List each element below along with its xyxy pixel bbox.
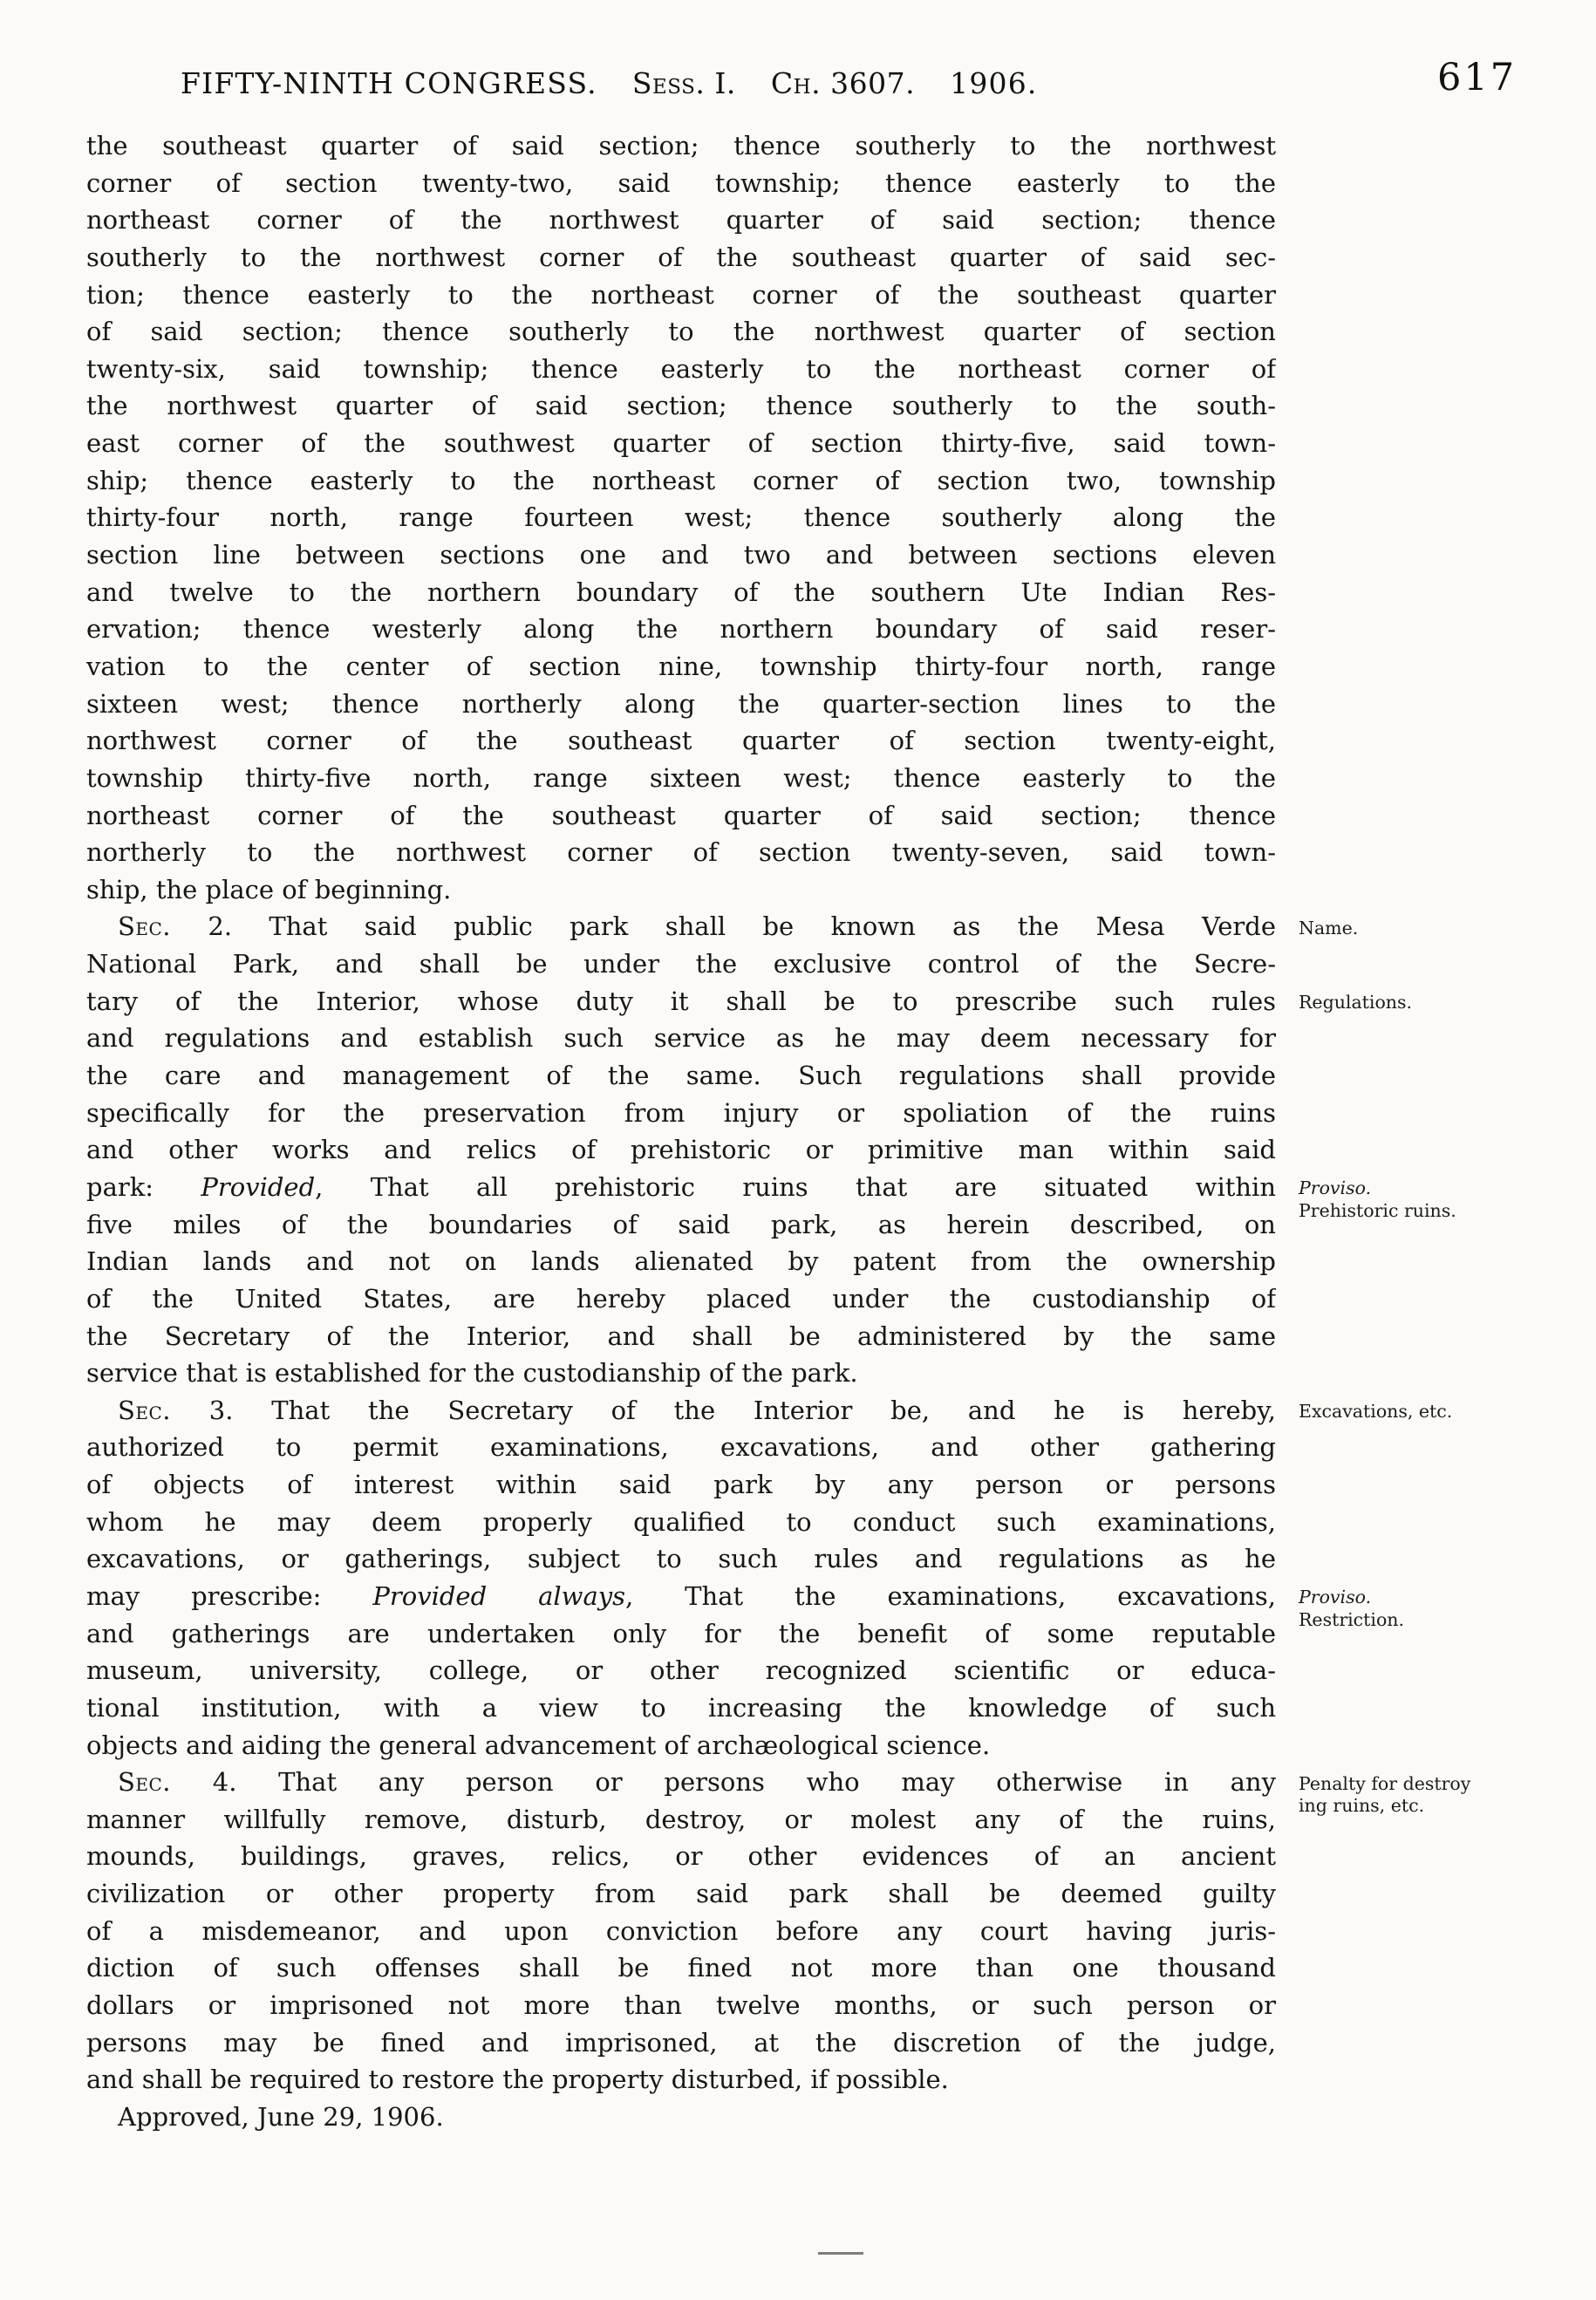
text-segment: Approved, June 29, 1906. <box>118 2101 444 2132</box>
text-segment: northerly to the northwest corner of section twenty-seven, said town- <box>86 837 1276 868</box>
text-line <box>86 1206 1276 1244</box>
margin-note-line: Penalty for destroy <box>1299 1772 1471 1794</box>
text-line <box>86 1764 1276 1801</box>
text-segment: of a misdemeanor, and upon conviction before any court having juris- <box>86 1915 1276 1946</box>
text-line <box>86 1280 1276 1318</box>
text-segment: ship, the place of beginning. <box>86 874 452 904</box>
text-segment: and twelve to the northern boundary of the southern Ute Indian Res- <box>86 577 1276 607</box>
text-segment: persons may be fined and imprisoned, at the discretion of the judge, <box>86 2027 1276 2058</box>
text-segment: National Park, and shall be under the exclusive control of the Secre- <box>86 949 1276 979</box>
scan-mark <box>818 2252 863 2255</box>
margin-note <box>1299 1177 1586 1222</box>
text-line <box>86 1615 1276 1653</box>
text-line <box>86 611 1276 648</box>
text-segment: northeast corner of the southeast quarter of said section; thence <box>86 800 1276 830</box>
margin-note-line: Regulations. <box>1299 991 1413 1013</box>
margin-note <box>1299 1587 1586 1631</box>
text-segment: northeast corner of the northwest quarter of said section; thence <box>86 205 1276 235</box>
text-line <box>86 983 1276 1020</box>
chapter-label: Ch. 3607. <box>770 66 916 100</box>
text-segment: 2. That said public park shall be known as the Mesa Verde <box>171 911 1276 942</box>
text-segment: tary of the Interior, whose duty it shall be to prescribe such rules <box>86 986 1276 1016</box>
margin-note <box>1299 1773 1586 1818</box>
text-segment: 3. That the Secretary of the Interior be, and he is hereby, <box>171 1395 1276 1425</box>
text-line <box>86 1057 1276 1095</box>
text-line <box>86 722 1276 760</box>
margin-note-line: Proviso. <box>1299 1177 1372 1199</box>
text-segment: , That the examinations, excavations, <box>625 1580 1276 1611</box>
italic-text: Provided <box>201 1171 316 1202</box>
text-line <box>86 2024 1276 2062</box>
text-line <box>86 1801 1276 1839</box>
text-segment: ship; thence easterly to the northeast corner of section two, township <box>86 465 1276 495</box>
text-line <box>86 239 1276 276</box>
text-segment: thirty-four north, range fourteen west; thence southerly along the <box>86 502 1276 533</box>
text-line <box>86 351 1276 388</box>
text-segment: southerly to the northwest corner of the southeast quarter of said sec- <box>86 242 1276 272</box>
text-line <box>86 1540 1276 1578</box>
text-line <box>86 1949 1276 1987</box>
margin-note <box>1299 1401 1586 1423</box>
text-line <box>86 574 1276 611</box>
text-line <box>86 945 1276 983</box>
text-segment: tion; thence easterly to the northeast corner of the southeast quarter <box>86 279 1276 310</box>
page-number: 617 <box>1437 56 1518 99</box>
text-segment: the northwest quarter of said section; thence southerly to the south- <box>86 391 1276 421</box>
text-line <box>86 834 1276 871</box>
text-line <box>86 462 1276 500</box>
text-line <box>86 1727 1276 1764</box>
text-line <box>86 1504 1276 1541</box>
text-line <box>86 1169 1276 1206</box>
text-segment: vation to the center of section nine, township thirty-four north, range <box>86 651 1276 681</box>
text-line <box>86 1875 1276 1913</box>
text-line <box>86 1355 1276 1392</box>
text-segment: of the United States, are hereby placed under the custodianship of <box>86 1283 1276 1314</box>
text-segment: , That all prehistoric ruins that are situated within <box>315 1171 1276 1202</box>
italic-text: Provided always <box>372 1580 626 1611</box>
text-segment: objects and aiding the general advancement of archæological science. <box>86 1730 991 1760</box>
text-segment: diction of such offenses shall be fined not more than one thousand <box>86 1953 1276 1983</box>
text-segment: northwest corner of the southeast quarter of section twenty-eight, <box>86 726 1276 756</box>
section-label: Sec. <box>118 1767 171 1798</box>
text-segment: dollars or imprisoned not more than twelve months, or such person or <box>86 1990 1276 2021</box>
year-label: 1906. <box>950 66 1038 100</box>
text-segment: museum, university, college, or other recognized scientific or educa- <box>86 1655 1276 1686</box>
text-segment: of objects of interest within said park by any person or persons <box>86 1470 1276 1500</box>
text-line <box>86 201 1276 239</box>
text-line <box>86 536 1276 574</box>
margin-note-line: Prehistoric ruins. <box>1299 1199 1456 1221</box>
section-label: Sec. <box>118 1395 171 1425</box>
text-segment: the care and management of the same. Such regulations shall provide <box>86 1061 1276 1091</box>
text-segment: specifically for the preservation from injury or spoliation of the ruins <box>86 1097 1276 1128</box>
text-line <box>86 165 1276 202</box>
text-segment: whom he may deem properly qualified to conduct such examinations, <box>86 1506 1276 1537</box>
text-segment: five miles of the boundaries of said park, as herein described, on <box>86 1209 1276 1239</box>
text-segment: service that is established for the custodianship of the park. <box>86 1358 858 1389</box>
text-line <box>86 1578 1276 1615</box>
text-line <box>86 127 1276 165</box>
text-segment: excavations, or gatherings, subject to such rules and regulations as he <box>86 1544 1276 1574</box>
session-label: Sess. I. <box>631 66 736 100</box>
text-line <box>86 797 1276 835</box>
text-line <box>86 2099 1276 2136</box>
margin-note-line: ing ruins, etc. <box>1299 1795 1425 1817</box>
margin-note-line: Excavations, etc. <box>1299 1401 1453 1423</box>
text-segment: and shall be required to restore the property disturbed, if possible. <box>86 2065 949 2095</box>
text-line <box>86 313 1276 351</box>
text-line <box>86 1429 1276 1466</box>
congress-label: FIFTY-NINTH CONGRESS. <box>181 66 597 100</box>
text-line <box>86 2061 1276 2099</box>
text-segment: corner of section twenty-two, said township; thence easterly to the <box>86 167 1276 198</box>
text-line <box>86 499 1276 536</box>
text-segment: and other works and relics of prehistoric or primitive man within said <box>86 1135 1276 1165</box>
text-line <box>86 1838 1276 1875</box>
text-line <box>86 387 1276 425</box>
text-segment: section line between sections one and two and between sections eleven <box>86 540 1276 570</box>
text-line <box>86 1689 1276 1727</box>
text-segment: ervation; thence westerly along the northern boundary of said reser- <box>86 614 1276 645</box>
statute-text <box>86 127 1276 2136</box>
text-segment: manner willfully remove, disturb, destroy, or molest any of the ruins, <box>86 1804 1276 1834</box>
text-line <box>86 425 1276 462</box>
section-label: Sec. <box>118 911 171 942</box>
text-segment: township thirty-five north, range sixteen west; thence easterly to the <box>86 762 1276 793</box>
text-line <box>86 1392 1276 1430</box>
text-segment: mounds, buildings, graves, relics, or other evidences of an ancient <box>86 1841 1276 1872</box>
margin-note <box>1299 992 1586 1014</box>
text-segment: of said section; thence southerly to the northwest quarter of section <box>86 317 1276 347</box>
text-segment: may prescribe: <box>86 1580 373 1611</box>
text-segment: 4. That any person or persons who may otherwise in any <box>171 1767 1276 1798</box>
text-segment: Indian lands and not on lands alienated by patent from the ownership <box>86 1246 1276 1277</box>
text-line <box>86 871 1276 909</box>
text-segment: civilization or other property from said park shall be deemed guilty <box>86 1879 1276 1909</box>
text-segment: park: <box>86 1171 201 1202</box>
text-segment: east corner of the southwest quarter of section thirty-five, said town- <box>86 428 1276 459</box>
text-segment: the Secretary of the Interior, and shall be administered by the same <box>86 1321 1276 1351</box>
text-segment: tional institution, with a view to increasing the knowledge of such <box>86 1692 1276 1723</box>
text-line <box>86 1095 1276 1132</box>
margin-note <box>1299 918 1586 940</box>
margin-note-line: Restriction. <box>1299 1608 1405 1630</box>
text-line <box>86 1318 1276 1355</box>
text-line <box>86 1652 1276 1689</box>
text-line <box>86 1243 1276 1280</box>
text-segment: twenty-six, said township; thence easterly to the northeast corner of <box>86 353 1276 384</box>
text-line <box>86 1466 1276 1504</box>
text-line <box>86 908 1276 945</box>
text-segment: the southeast quarter of said section; thence southerly to the northwest <box>86 131 1276 160</box>
text-line <box>86 686 1276 723</box>
text-line <box>86 648 1276 686</box>
margin-note-line: Name. <box>1299 917 1359 938</box>
text-segment: and regulations and establish such service as he may deem necessary for <box>86 1023 1276 1054</box>
text-line <box>86 760 1276 797</box>
margin-note-line: Proviso. <box>1299 1587 1372 1608</box>
running-head <box>181 66 1038 100</box>
text-line <box>86 1131 1276 1169</box>
text-segment: sixteen west; thence northerly along the quarter-section lines to the <box>86 688 1276 719</box>
text-line <box>86 1987 1276 2024</box>
text-segment: authorized to permit examinations, excavations, and other gathering <box>86 1432 1276 1463</box>
text-line <box>86 1913 1276 1950</box>
text-line <box>86 276 1276 314</box>
text-line <box>86 1020 1276 1057</box>
text-segment: and gatherings are undertaken only for the benefit of some reputable <box>86 1618 1276 1648</box>
